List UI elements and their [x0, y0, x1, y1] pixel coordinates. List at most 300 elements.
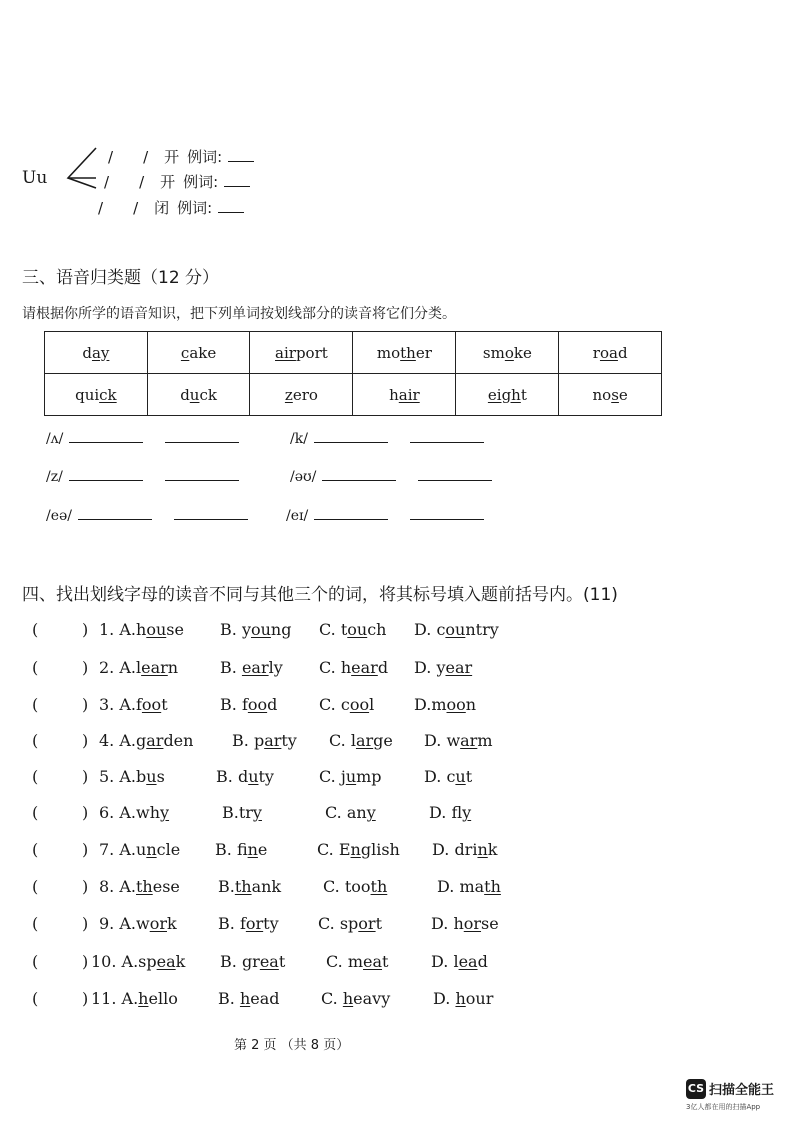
word-underlined-part: y	[160, 803, 170, 822]
word-part: se	[481, 914, 499, 933]
phonetic-symbol: /z/	[46, 469, 63, 485]
option-letter: C.	[323, 877, 345, 896]
word-underlined-part: oa	[599, 343, 618, 362]
word-part: ty	[281, 731, 297, 750]
option-letter: D.	[414, 620, 437, 639]
word-part: glish	[360, 840, 400, 859]
option-letter: B.	[218, 877, 235, 896]
option-B	[222, 803, 262, 822]
word-underlined-part: ar	[355, 731, 374, 750]
word-underlined-part: y	[462, 803, 472, 822]
word-underlined-part: th	[484, 877, 501, 896]
word-part: h	[136, 620, 147, 639]
answer-blank[interactable]	[314, 518, 388, 520]
answer-bracket-blank[interactable]	[44, 803, 80, 823]
option-letter: D.	[431, 952, 454, 971]
phonetic-group	[290, 431, 484, 447]
word-part: n	[465, 695, 477, 714]
word-part: c	[446, 767, 456, 786]
word-part: qui	[75, 385, 100, 404]
word-underlined-part: n	[146, 840, 157, 859]
word-part: cle	[156, 840, 181, 859]
answer-paren-open: (	[32, 767, 39, 786]
option-D	[424, 767, 472, 786]
word-part: y	[436, 658, 446, 677]
word-part: sp	[339, 914, 359, 933]
answer-paren-close: )	[82, 695, 89, 714]
word-part: ng	[270, 620, 292, 639]
option-B	[216, 767, 274, 786]
answer-paren-open: (	[32, 620, 39, 639]
option-A	[91, 989, 178, 1008]
option-A	[99, 731, 193, 750]
word-underlined-part: s	[611, 385, 619, 404]
option-B	[220, 952, 285, 971]
word-underlined-part: ay	[91, 343, 110, 362]
word-underlined-part: c	[180, 343, 190, 362]
example-answer-blank[interactable]	[224, 185, 250, 187]
word-underlined-part: or	[358, 914, 376, 933]
word-underlined-part: o	[504, 343, 514, 362]
word-part: ty	[263, 914, 279, 933]
word-underlined-part: ear	[141, 658, 168, 677]
word-underlined-part: th	[400, 343, 416, 362]
word-underlined-part: ear	[351, 658, 378, 677]
option-letter: D.	[432, 840, 455, 859]
example-label: 例词:	[177, 199, 213, 217]
answer-blank[interactable]	[314, 441, 388, 443]
word-part: se	[166, 620, 184, 639]
word-underlined-part: h	[455, 989, 466, 1008]
word-part: d	[477, 952, 488, 971]
answer-blank[interactable]	[410, 518, 484, 520]
word-underlined-part: ea	[458, 952, 478, 971]
word-cell	[559, 374, 662, 416]
word-underlined-part: oo	[446, 695, 466, 714]
word-part: k	[166, 914, 177, 933]
word-underlined-part: u	[248, 767, 259, 786]
answer-bracket-blank[interactable]	[44, 877, 80, 897]
answer-bracket-blank[interactable]	[44, 658, 80, 678]
answer-blank[interactable]	[174, 518, 248, 520]
word-part: n	[167, 658, 179, 677]
scanner-logo	[686, 1078, 774, 1099]
answer-paren-close: )	[82, 989, 89, 1008]
option-A	[99, 803, 169, 822]
option-C	[326, 952, 388, 971]
word-part: port	[295, 343, 328, 362]
answer-paren-close: )	[82, 952, 89, 971]
word-part: l	[453, 952, 459, 971]
option-A	[99, 840, 180, 859]
option-letter: D.	[433, 989, 456, 1008]
word-part: er	[415, 343, 432, 362]
word-underlined-part: y	[252, 803, 262, 822]
answer-blank[interactable]	[322, 479, 396, 481]
option-C	[329, 731, 393, 750]
option-C	[319, 695, 374, 714]
word-part: eavy	[353, 989, 391, 1008]
word-part: t	[382, 952, 389, 971]
word-underlined-part: z	[284, 385, 293, 404]
option-letter: D.	[429, 803, 452, 822]
option-letter: C.	[317, 840, 339, 859]
word-cell	[456, 374, 559, 416]
option-D	[414, 620, 499, 639]
word-underlined-part: h	[138, 989, 149, 1008]
word-part: l	[350, 731, 356, 750]
answer-paren-open: (	[32, 695, 39, 714]
word-part: our	[465, 989, 494, 1008]
word-part: k	[175, 952, 186, 971]
example-label: 例词:	[183, 173, 219, 191]
answer-paren-close: )	[82, 767, 89, 786]
slash: /	[139, 173, 145, 191]
answer-bracket-blank[interactable]	[44, 731, 80, 751]
option-A	[99, 877, 180, 896]
page-number: 第 2 页 （共 8 页）	[234, 1038, 350, 1053]
word-table	[44, 331, 662, 416]
word-part: t	[465, 767, 473, 786]
word-part: sp	[138, 952, 157, 971]
word-part: ke	[513, 343, 532, 362]
word-part: p	[253, 731, 265, 750]
option-letter: B.	[232, 731, 254, 750]
option-letter: D.	[414, 695, 432, 714]
word-part: mp	[356, 767, 382, 786]
option-letter: C.	[319, 695, 341, 714]
option-letter: B.	[216, 767, 238, 786]
word-part: d	[82, 343, 92, 362]
word-cell	[250, 332, 353, 374]
word-part: ello	[148, 989, 178, 1008]
word-part: no	[592, 385, 612, 404]
word-part: t	[278, 952, 286, 971]
scanner-app-name: 扫描全能王	[709, 1083, 775, 1098]
word-part: w	[446, 731, 461, 750]
option-letter: B.	[220, 952, 242, 971]
answer-blank[interactable]	[165, 441, 239, 443]
word-part: b	[136, 767, 147, 786]
word-part: c	[340, 695, 350, 714]
word-part: h	[389, 385, 399, 404]
word-underlined-part: u	[146, 767, 157, 786]
syllable-type: 开	[160, 173, 176, 191]
word-underlined-part: ear	[445, 658, 473, 677]
word-part: ntry	[465, 620, 499, 639]
option-letter: B.	[215, 840, 237, 859]
word-cell	[559, 332, 662, 374]
word-part: dri	[454, 840, 478, 859]
word-underlined-part: n	[477, 840, 488, 859]
option-letter: C.	[319, 620, 341, 639]
option-C	[317, 840, 400, 859]
answer-paren-open: (	[32, 658, 39, 677]
word-cell	[353, 374, 456, 416]
option-letter: C.	[318, 914, 340, 933]
word-underlined-part: eigh	[487, 385, 521, 404]
word-part: s	[156, 767, 165, 786]
word-underlined-part: or	[149, 914, 167, 933]
word-part: d	[617, 343, 628, 362]
question-number: 6. A.	[99, 803, 136, 822]
word-part: m	[347, 952, 364, 971]
option-D	[437, 877, 501, 896]
option-letter: D.	[437, 877, 460, 896]
word-part: sm	[482, 343, 505, 362]
cs-logo-icon: CS	[686, 1079, 706, 1099]
phonetic-symbol: /k/	[290, 431, 308, 447]
word-part: mo	[376, 343, 401, 362]
answer-paren-close: )	[82, 731, 89, 750]
word-part: tr	[238, 803, 253, 822]
syllable-type: 开	[164, 148, 180, 166]
option-C	[319, 767, 382, 786]
answer-paren-open: (	[32, 877, 39, 896]
word-cell	[456, 332, 559, 374]
option-letter: B.	[218, 989, 240, 1008]
option-C	[318, 914, 382, 933]
answer-paren-open: (	[32, 952, 39, 971]
word-underlined-part: air	[398, 385, 420, 404]
word-part: g	[136, 731, 147, 750]
word-part: m	[431, 695, 447, 714]
word-part: d	[180, 385, 190, 404]
option-B	[220, 620, 291, 639]
answer-bracket-blank[interactable]	[44, 620, 80, 640]
option-letter: D.	[424, 767, 447, 786]
word-part: d	[377, 658, 389, 677]
slash: /	[133, 199, 139, 217]
word-cell	[147, 374, 250, 416]
option-B	[218, 877, 281, 896]
word-part: t	[375, 914, 383, 933]
word-part: e	[257, 840, 268, 859]
word-part: e	[618, 385, 628, 404]
phonetic-symbol: /ʌ/	[46, 431, 64, 447]
word-underlined-part: ou	[250, 620, 271, 639]
option-A	[91, 952, 185, 971]
slash: /	[98, 199, 104, 217]
option-B	[232, 731, 297, 750]
word-part: d	[237, 767, 249, 786]
word-part: fi	[236, 840, 248, 859]
word-underlined-part: n	[247, 840, 258, 859]
option-C	[321, 989, 390, 1008]
word-underlined-part: ou	[347, 620, 368, 639]
word-underlined-part: n	[350, 840, 361, 859]
answer-blank[interactable]	[69, 441, 143, 443]
question-number: 7. A.	[99, 840, 136, 859]
word-underlined-part: u	[345, 767, 357, 786]
option-letter: B.	[220, 620, 242, 639]
option-A	[99, 767, 165, 786]
answer-paren-open: (	[32, 914, 39, 933]
answer-bracket-blank[interactable]	[44, 767, 80, 787]
word-part: f	[239, 914, 246, 933]
question-number: 4. A.	[99, 731, 136, 750]
answer-blank[interactable]	[165, 479, 239, 481]
word-part: gr	[241, 952, 260, 971]
word-underlined-part: ea	[259, 952, 279, 971]
uu-row	[104, 171, 250, 192]
question-number: 5. A.	[99, 767, 136, 786]
word-part: ank	[251, 877, 282, 896]
option-letter: C.	[329, 731, 351, 750]
option-B	[218, 914, 279, 933]
option-letter: C.	[319, 767, 341, 786]
option-D	[414, 658, 472, 677]
answer-bracket-blank[interactable]	[44, 840, 80, 860]
word-part: t	[340, 620, 348, 639]
word-underlined-part: u	[455, 767, 466, 786]
word-underlined-part: ea	[363, 952, 383, 971]
word-part: m	[477, 731, 493, 750]
answer-paren-close: )	[82, 877, 89, 896]
word-cell	[250, 374, 353, 416]
phonetic-symbol: /eə/	[46, 508, 73, 524]
scanner-app-tagline: 3亿人都在用的扫描App	[686, 1103, 761, 1111]
option-A	[99, 658, 178, 677]
example-answer-blank[interactable]	[228, 160, 254, 162]
word-underlined-part: oo	[141, 695, 162, 714]
slash: /	[143, 148, 149, 166]
word-underlined-part: oo	[247, 695, 268, 714]
word-part: ty	[258, 767, 274, 786]
answer-bracket-blank[interactable]	[44, 695, 80, 715]
option-D	[433, 989, 493, 1008]
option-A	[99, 695, 168, 714]
option-letter: C.	[325, 803, 347, 822]
word-part: l	[136, 658, 142, 677]
phonetic-symbol: /əʊ/	[290, 469, 317, 485]
word-part: ge	[373, 731, 393, 750]
answer-bracket-blank[interactable]	[44, 914, 80, 934]
word-part: f	[136, 695, 142, 714]
phonetic-group	[46, 431, 239, 447]
option-C	[319, 658, 388, 677]
option-B	[215, 840, 267, 859]
word-cell	[353, 332, 456, 374]
word-cell	[45, 332, 148, 374]
example-label: 例词:	[187, 148, 223, 166]
word-part: k	[487, 840, 498, 859]
option-letter: B.	[222, 803, 239, 822]
word-underlined-part: th	[370, 877, 388, 896]
question-number: 8. A.	[99, 877, 136, 896]
word-underlined-part: ck	[99, 385, 117, 404]
phonetic-group	[286, 508, 484, 524]
question-number: 10. A.	[91, 952, 139, 971]
word-part: ly	[268, 658, 283, 677]
option-D	[431, 914, 499, 933]
word-part: den	[163, 731, 194, 750]
question-number: 1. A.	[99, 620, 136, 639]
word-cell	[45, 374, 148, 416]
option-A	[99, 914, 177, 933]
word-part: ero	[292, 385, 318, 404]
word-part: ma	[459, 877, 485, 896]
answer-blank[interactable]	[410, 441, 484, 443]
option-D	[429, 803, 471, 822]
word-underlined-part: th	[234, 877, 252, 896]
uu-row	[98, 197, 244, 218]
option-letter: C.	[321, 989, 343, 1008]
answer-paren-open: (	[32, 840, 39, 859]
phonetic-group	[290, 469, 492, 485]
answer-paren-close: )	[82, 914, 89, 933]
option-letter: D.	[424, 731, 447, 750]
answer-blank[interactable]	[69, 479, 143, 481]
word-underlined-part: air	[275, 343, 296, 362]
phonetic-group	[46, 469, 239, 485]
word-part: h	[340, 658, 352, 677]
word-part: an	[346, 803, 367, 822]
option-letter: C.	[319, 658, 341, 677]
question-number: 3. A.	[99, 695, 136, 714]
word-part: ck	[199, 385, 217, 404]
word-table-row	[45, 332, 662, 374]
word-underlined-part: ou	[146, 620, 167, 639]
option-C	[325, 803, 376, 822]
answer-blank[interactable]	[78, 518, 152, 520]
word-part: E	[338, 840, 351, 859]
word-part: h	[453, 914, 464, 933]
option-letter: C.	[326, 952, 348, 971]
option-C	[319, 620, 386, 639]
letter-uu: Uu	[22, 168, 48, 188]
phonetic-group	[46, 508, 248, 524]
word-part: j	[340, 767, 346, 786]
bracket-arrow-icon	[62, 140, 102, 220]
word-part: t	[520, 385, 527, 404]
word-part: u	[136, 840, 147, 859]
option-letter: D.	[414, 658, 437, 677]
word-part: r	[592, 343, 600, 362]
answer-paren-close: )	[82, 840, 89, 859]
word-part: ead	[250, 989, 280, 1008]
option-letter: B.	[220, 658, 242, 677]
word-underlined-part: h	[342, 989, 354, 1008]
word-underlined-part: ar	[264, 731, 282, 750]
example-answer-blank[interactable]	[218, 211, 244, 213]
word-part: t	[161, 695, 168, 714]
word-part: fl	[451, 803, 463, 822]
option-letter: B.	[220, 695, 242, 714]
option-B	[218, 989, 280, 1008]
answer-blank[interactable]	[418, 479, 492, 481]
syllable-type: 闭	[154, 199, 170, 217]
word-underlined-part: oo	[349, 695, 370, 714]
word-part: y	[241, 620, 251, 639]
option-letter: B.	[218, 914, 240, 933]
word-part: w	[136, 914, 150, 933]
option-A	[99, 620, 184, 639]
option-D	[414, 695, 476, 714]
answer-paren-close: )	[82, 658, 89, 677]
answer-paren-open: (	[32, 803, 39, 822]
answer-bracket-blank[interactable]	[44, 952, 80, 972]
answer-bracket-blank[interactable]	[44, 989, 80, 1009]
answer-paren-close: )	[82, 803, 89, 822]
word-part: ake	[189, 343, 217, 362]
section3-instruction: 请根据你所学的语音知识，把下列单词按划线部分的读音将它们分类。	[22, 306, 456, 322]
word-underlined-part: or	[463, 914, 482, 933]
answer-paren-close: )	[82, 620, 89, 639]
word-part: d	[267, 695, 278, 714]
word-underlined-part: th	[136, 877, 153, 896]
question-number: 11. A.	[91, 989, 139, 1008]
